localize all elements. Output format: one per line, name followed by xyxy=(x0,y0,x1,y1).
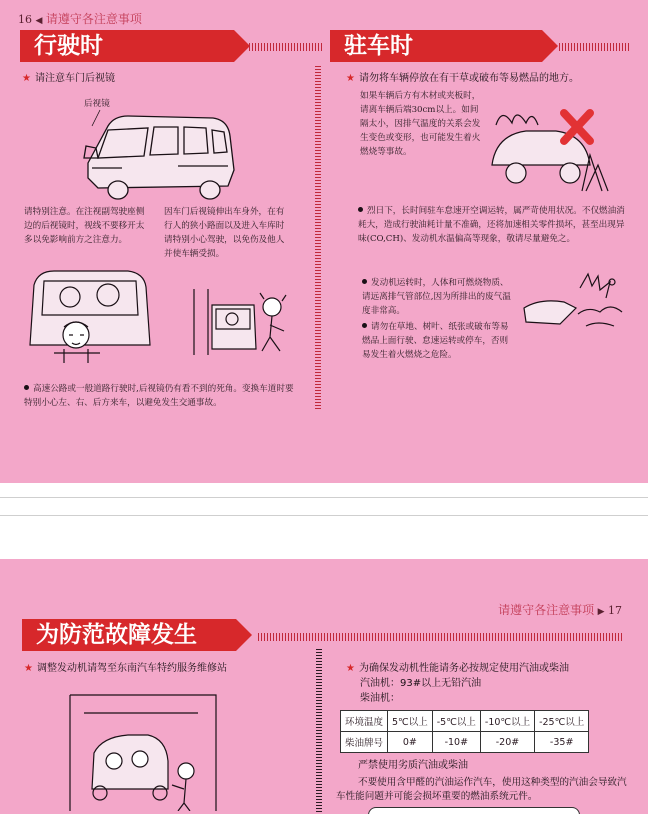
bullet-text: 为确保发动机性能请务必按规定使用汽油或柴油 xyxy=(358,663,569,674)
decorative-stripes xyxy=(258,633,624,641)
mirror-paragraph-right: 因车门后视镜伸出车身外，在有行人的狭小路面以及进入车库时请特别小心驾驶，以免伤及他人并使车辆受损。 xyxy=(164,207,285,259)
page-gap-line xyxy=(0,515,648,516)
ban-text: 不要使用含甲醛的汽油运作汽车，使用这种类型的汽油会导致汽车性能问题并可能会损坏重要的燃油系统元件。 xyxy=(336,777,627,802)
table-cell: -10℃以上 xyxy=(480,711,534,732)
diesel-grade-table xyxy=(340,710,589,753)
exhaust-fire-illustration xyxy=(520,268,630,338)
banner-arrow xyxy=(542,30,558,62)
star-icon: ★ xyxy=(346,663,355,674)
table-cell: -10# xyxy=(432,732,480,753)
star-icon: ★ xyxy=(22,73,31,84)
fuel-spec-bullet xyxy=(346,662,636,676)
subpoint-text: 发动机运转时，人体和可燃烧物质、请远离排气管部位,因为所排出的废气温度非常高。 xyxy=(362,278,511,316)
paragraph-text: 烈日下，长时间驻车怠速开空调运转，属严苛使用状况。不仅燃油消耗大，造成行驶油耗计量不准确，还将加速相关零件损坏，甚至出现异味(CO,CH)、发动机水温偏高等现象，敬请尽量避免之。 xyxy=(358,206,625,244)
banner-title: 为防范故障发生 xyxy=(36,622,197,648)
van-mirror-illustration xyxy=(78,108,243,203)
table-row xyxy=(341,732,589,753)
bullet-dot-icon xyxy=(362,279,367,284)
car-fire-illustration xyxy=(486,95,616,195)
driving-section-banner xyxy=(20,30,234,62)
diesel-label: 柴油机： xyxy=(360,693,400,704)
prohibited-x-icon xyxy=(564,113,590,141)
banner-arrow xyxy=(236,619,252,651)
pedestrian-mirror-illustration xyxy=(190,285,300,360)
table-cell: 柴油牌号 xyxy=(341,732,388,753)
mirror-bullet xyxy=(22,72,115,86)
triangle-right-icon: ▶ xyxy=(597,607,605,617)
banner-arrow xyxy=(234,30,250,62)
page-number: 17 xyxy=(608,604,622,617)
column-divider xyxy=(315,66,321,411)
table-cell: 5℃以上 xyxy=(388,711,433,732)
banner-title: 驻车时 xyxy=(344,33,413,59)
bullet-text: 调整发动机请驾至东南汽车特约服务维修站 xyxy=(36,663,227,674)
decorative-stripes xyxy=(559,43,629,51)
bullet-text: 请勿将车辆停放在有干草或破布等易燃品的地方。 xyxy=(358,73,579,84)
page-header-16 xyxy=(18,10,142,27)
fault-prevention-banner xyxy=(22,619,236,651)
table-cell: 0# xyxy=(388,732,433,753)
table-cell: -5℃以上 xyxy=(432,711,480,732)
page-number: 16 xyxy=(18,13,32,26)
decorative-stripes xyxy=(249,43,323,51)
flammable-ground-subpoint xyxy=(362,320,512,362)
flammable-bullet xyxy=(346,72,636,86)
manual-page-17 xyxy=(0,559,648,814)
bullet-dot-icon xyxy=(362,323,367,328)
banner-title: 行驶时 xyxy=(34,33,103,59)
exhaust-subpoint xyxy=(362,276,512,318)
table-cell: -25℃以上 xyxy=(535,711,589,732)
page-header-title: 请遵守各注意事项 xyxy=(45,12,142,26)
table-cell: -35# xyxy=(535,732,589,753)
mirror-paragraph-left: 请特别注意。在注视副驾驶座侧边的后视镜时，视线不要移开太多以免影响前方之注意力。 xyxy=(24,207,145,245)
parking-section-banner xyxy=(330,30,542,62)
table-cell: -20# xyxy=(480,732,534,753)
gasoline-spec: 汽油机：93#以上无铅汽油 xyxy=(360,678,482,689)
star-icon: ★ xyxy=(346,73,355,84)
subpoint-text: 请勿在草地、树叶、纸张或破布等易燃品上面行驶、怠速运转或停车，否则易发生着火燃烧之危险。 xyxy=(362,322,509,360)
service-station-bullet xyxy=(24,662,314,676)
page-gap-line xyxy=(0,497,648,498)
table-row xyxy=(341,711,589,732)
triangle-left-icon: ◀ xyxy=(35,16,43,26)
bullet-text: 请注意车门后视镜 xyxy=(34,73,115,84)
table-cell: 环境温度 xyxy=(341,711,388,732)
driver-cartoon-illustration xyxy=(24,265,156,365)
callout-box xyxy=(368,807,580,814)
bullet-dot-icon xyxy=(24,385,29,390)
star-icon: ★ xyxy=(24,663,33,674)
page-header-title: 请遵守各注意事项 xyxy=(498,603,595,617)
mirror-label: 后视镜 xyxy=(84,99,110,109)
page-header-17 xyxy=(498,601,622,618)
idle-ac-paragraph xyxy=(358,204,630,246)
rear-clearance-paragraph: 如果车辆后方有木材或夹板时，请离车辆后端30cm以上。如间隔太小，因排气温度的关系会发生变色或变形，也可能发生着火燃烧等事故。 xyxy=(360,91,481,157)
note-text: 高速公路或一般道路行驶时,后视镜仍有看不到的死角。变换车道时要特别小心左、右、后方来车，以避免发生交通事故。 xyxy=(24,384,294,408)
column-divider xyxy=(316,649,322,814)
service-garage-illustration xyxy=(68,689,218,811)
blind-spot-note xyxy=(24,382,296,410)
ban-title: 严禁使用劣质汽油或柴油 xyxy=(358,760,468,771)
bullet-dot-icon xyxy=(358,207,363,212)
